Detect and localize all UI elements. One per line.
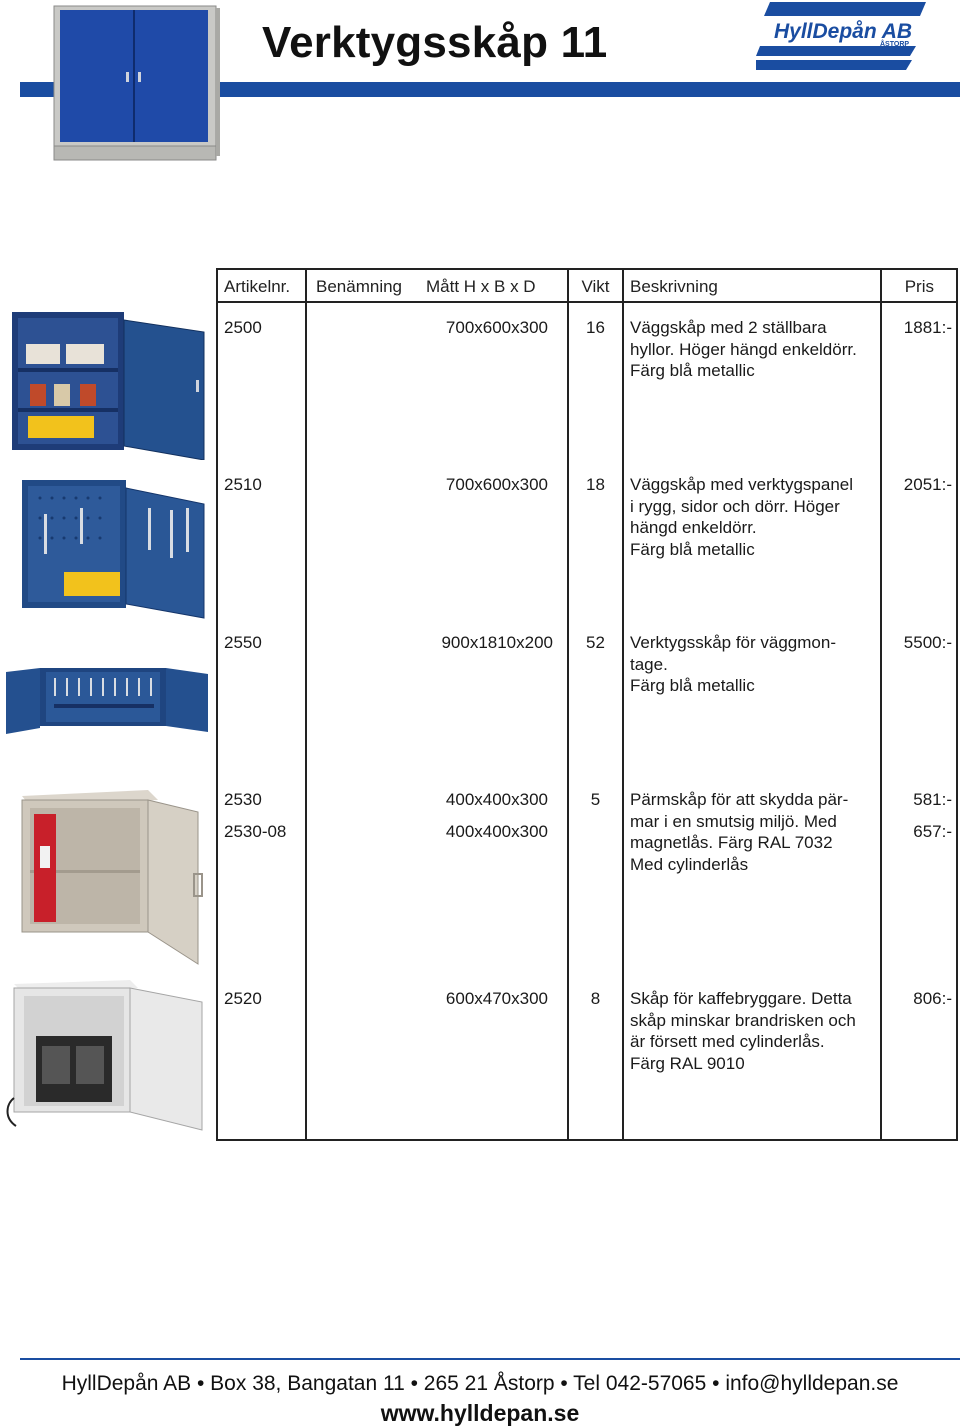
footer-rule xyxy=(20,1358,960,1360)
price: 806:- xyxy=(913,989,952,1008)
article-number: 2500 xyxy=(224,318,262,337)
dimensions-variant: 400x400x300 xyxy=(445,822,548,841)
article-number: 2550 xyxy=(224,633,262,652)
price: 2051:- xyxy=(903,475,952,494)
weight: 18 xyxy=(586,475,605,494)
header-description: Beskrivning xyxy=(630,277,718,296)
description-line: magnetlås. Färg RAL 7032 xyxy=(630,833,833,852)
description-line: Verktygsskåp för väggmon- xyxy=(630,633,836,652)
header-dims: Mått H x B x D xyxy=(426,277,536,296)
article-number-variant: 2530-08 xyxy=(224,822,287,841)
description xyxy=(630,789,878,875)
product-image-2510 xyxy=(20,478,206,620)
article-number: 2530 xyxy=(224,790,262,809)
product-table xyxy=(216,268,958,1141)
hero-cabinet-image xyxy=(52,2,222,167)
article-number: 2510 xyxy=(224,475,262,494)
price-variant: 657:- xyxy=(913,822,952,841)
description-line: Färg blå metallic xyxy=(630,361,755,380)
company-logo xyxy=(756,2,926,72)
description-line: Väggskåp med 2 ställbara xyxy=(630,318,827,337)
product-image-2500 xyxy=(10,310,206,460)
description-line: tage. xyxy=(630,654,668,674)
description-line: Väggskåp med verktygspanel xyxy=(630,475,854,494)
description-line: Skåp för kaffebryggare. Detta xyxy=(630,989,852,1008)
description-line: hyllor. Höger hängd enkeldörr. xyxy=(630,339,857,359)
header-divider xyxy=(218,301,956,303)
description-line: Färg blå metallic xyxy=(630,676,755,695)
product-image-2550 xyxy=(4,664,210,736)
description xyxy=(630,988,878,1074)
description-line: Färg RAL 9010 xyxy=(630,1053,745,1073)
column-divider xyxy=(622,270,624,1139)
weight: 8 xyxy=(590,989,601,1008)
page-title: Verktygsskåp 11 xyxy=(262,18,608,67)
description-line: hängd enkeldörr. xyxy=(630,518,757,537)
svg-text:HyllDepån AB: HyllDepån AB xyxy=(774,20,913,43)
description-line: skåp minskar brandrisken och xyxy=(630,1010,856,1030)
description xyxy=(630,474,878,560)
price: 5500:- xyxy=(903,633,952,652)
header-weight: Vikt xyxy=(581,277,610,296)
description xyxy=(630,632,878,697)
column-divider xyxy=(305,270,307,1139)
svg-text:ÅSTORP: ÅSTORP xyxy=(880,41,910,48)
description-line: Färg blå metallic xyxy=(630,539,755,559)
description-line: i rygg, sidor och dörr. Höger xyxy=(630,496,840,516)
product-image-2520 xyxy=(2,978,208,1132)
article-number: 2520 xyxy=(224,989,262,1008)
dimensions: 600x470x300 xyxy=(445,989,548,1008)
description-line: Med cylinderlås xyxy=(630,854,749,874)
description xyxy=(630,317,878,382)
header-price: Pris xyxy=(904,277,934,296)
footer-website-link[interactable]: www.hylldepan.se xyxy=(380,1400,580,1426)
header-name: Benämning xyxy=(316,277,403,296)
weight: 5 xyxy=(590,790,601,809)
dimensions: 900x1810x200 xyxy=(441,633,553,652)
description-line: är försett med cylinderlås. xyxy=(630,1032,825,1051)
dimensions: 400x400x300 xyxy=(445,790,548,809)
dimensions: 700x600x300 xyxy=(445,318,548,337)
price: 581:- xyxy=(913,790,952,809)
dimensions: 700x600x300 xyxy=(445,475,548,494)
price: 1881:- xyxy=(903,318,952,337)
header-article: Artikelnr. xyxy=(224,277,291,296)
footer-address: HyllDepån AB • Box 38, Bangatan 11 • 265 21 Åstorp • Tel 042-57065 • info@hylldepan.se xyxy=(61,1372,899,1395)
weight: 16 xyxy=(586,318,605,337)
product-image-2530 xyxy=(18,786,208,966)
weight: 52 xyxy=(586,633,605,652)
description-line: mar i en smutsig miljö. Med xyxy=(630,811,837,831)
description-line: Pärmskåp för att skydda pär- xyxy=(630,790,849,809)
